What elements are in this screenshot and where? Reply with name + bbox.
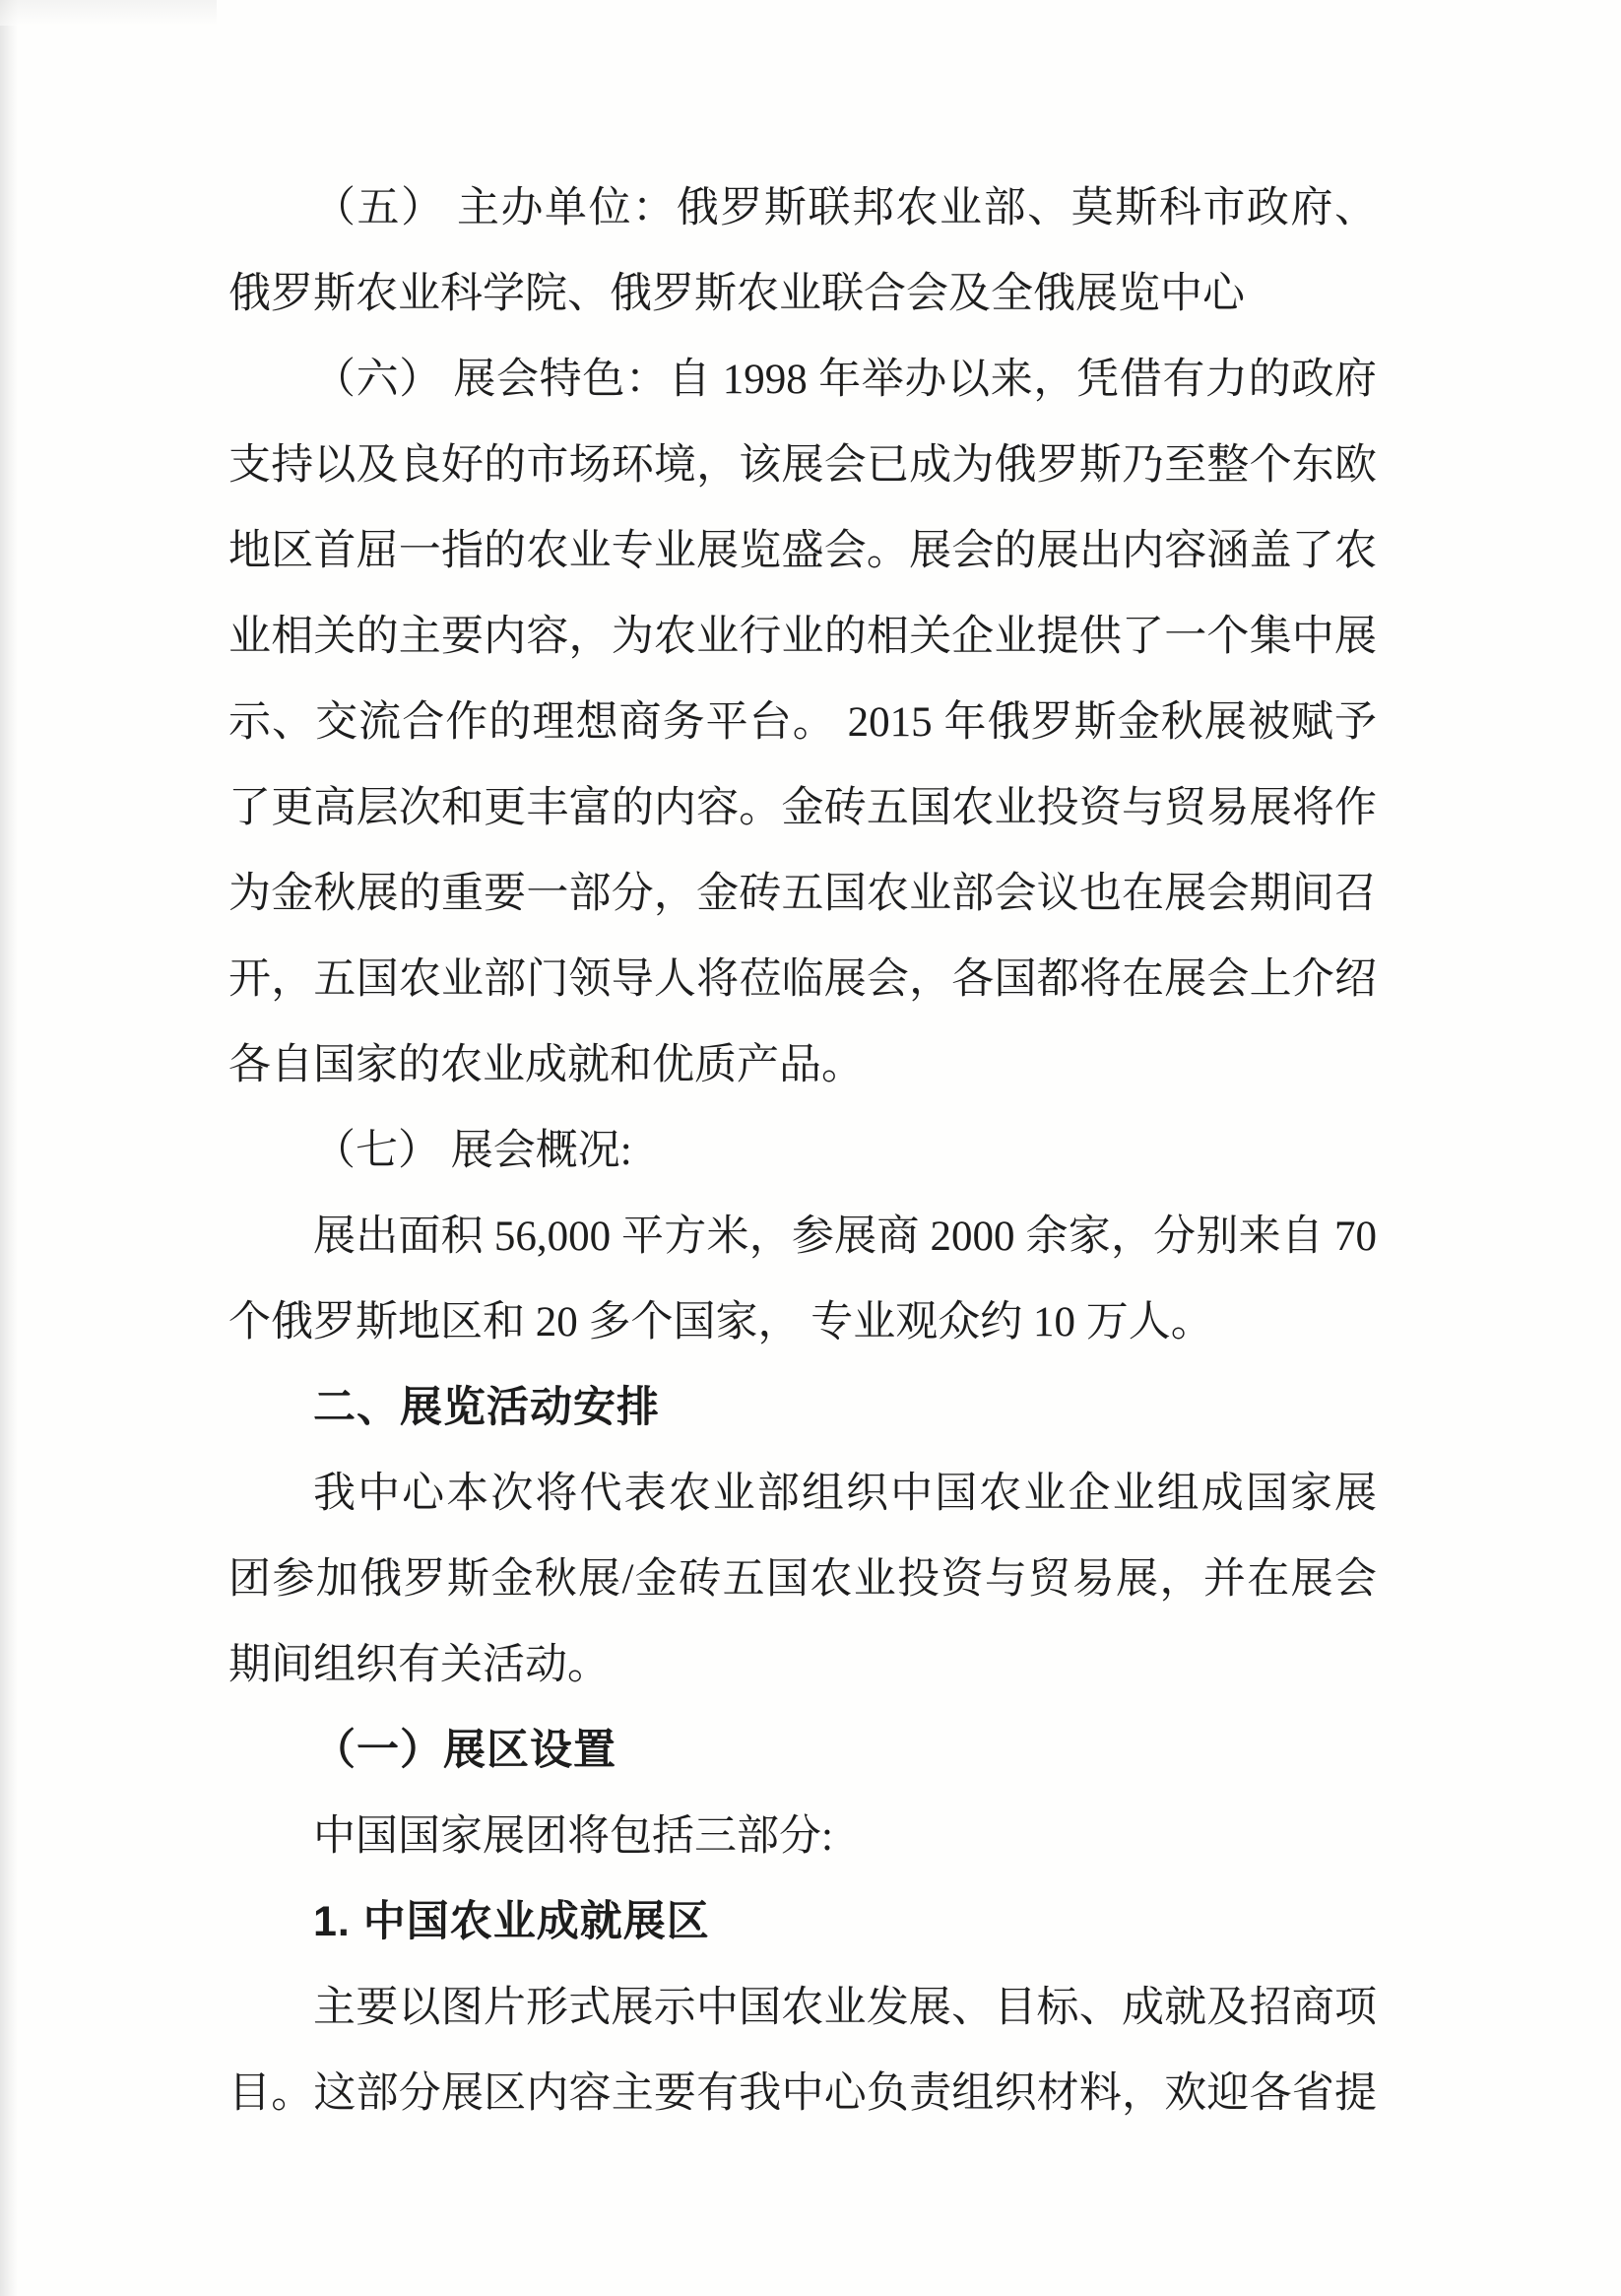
text-line: （七） 展会概况:	[313, 1128, 632, 1174]
heading-line: 二、展览活动安排	[313, 1384, 660, 1431]
text-line: 地区首屈一指的农业专业展览盛会。展会的展出内容涵盖了农	[228, 528, 1377, 574]
text-line: 期间组织有关活动。	[228, 1642, 610, 1688]
text-line: 俄罗斯农业科学院、俄罗斯农业联合会及全俄展览中心	[228, 271, 1245, 317]
document-text	[228, 165, 1377, 2136]
text-line: 各自国家的农业成就和优质产品。	[228, 1042, 864, 1088]
text-line: 了更高层次和更丰富的内容。金砖五国农业投资与贸易展将作	[228, 785, 1377, 831]
heading-line: 1. 中国农业成就展区	[313, 1898, 710, 1945]
text-line: 主要以图片形式展示中国农业发展、目标、成就及招商项	[313, 1985, 1377, 2031]
text-line: 开，五国农业部门领导人将莅临展会，各国都将在展会上介绍	[228, 956, 1377, 1003]
text-line: 目。这部分展区内容主要有我中心负责组织材料，欢迎各省提	[228, 2070, 1377, 2117]
text-line: （五） 主办单位：俄罗斯联邦农业部、莫斯科市政府、	[313, 185, 1377, 231]
text-line: 中国国家展团将包括三部分:	[313, 1813, 833, 1860]
scan-edge-shadow	[0, 0, 18, 2296]
text-line: 个俄罗斯地区和 20 多个国家， 专业观众约 10 万人。	[228, 1299, 1213, 1345]
text-line: 支持以及良好的市场环境，该展会已成为俄罗斯乃至整个东欧	[228, 442, 1377, 489]
text-line: 为金秋展的重要一部分，金砖五国农业部会议也在展会期间召	[228, 871, 1377, 917]
text-line: （六） 展会特色：自 1998 年举办以来，凭借有力的政府	[313, 357, 1377, 403]
scan-corner-shadow	[0, 0, 217, 26]
text-line: 团参加俄罗斯金秋展/金砖五国农业投资与贸易展，并在展会	[228, 1556, 1377, 1603]
text-line: 示、交流合作的理想商务平台。 2015 年俄罗斯金秋展被赋予	[228, 699, 1377, 746]
text-line: 展出面积 56,000 平方米，参展商 2000 余家，分别来自 70	[313, 1214, 1377, 1260]
text-line: 业相关的主要内容，为农业行业的相关企业提供了一个集中展	[228, 614, 1377, 660]
heading-line: （一）展区设置	[313, 1727, 616, 1774]
text-line: 我中心本次将代表农业部组织中国农业企业组成国家展	[313, 1471, 1377, 1517]
